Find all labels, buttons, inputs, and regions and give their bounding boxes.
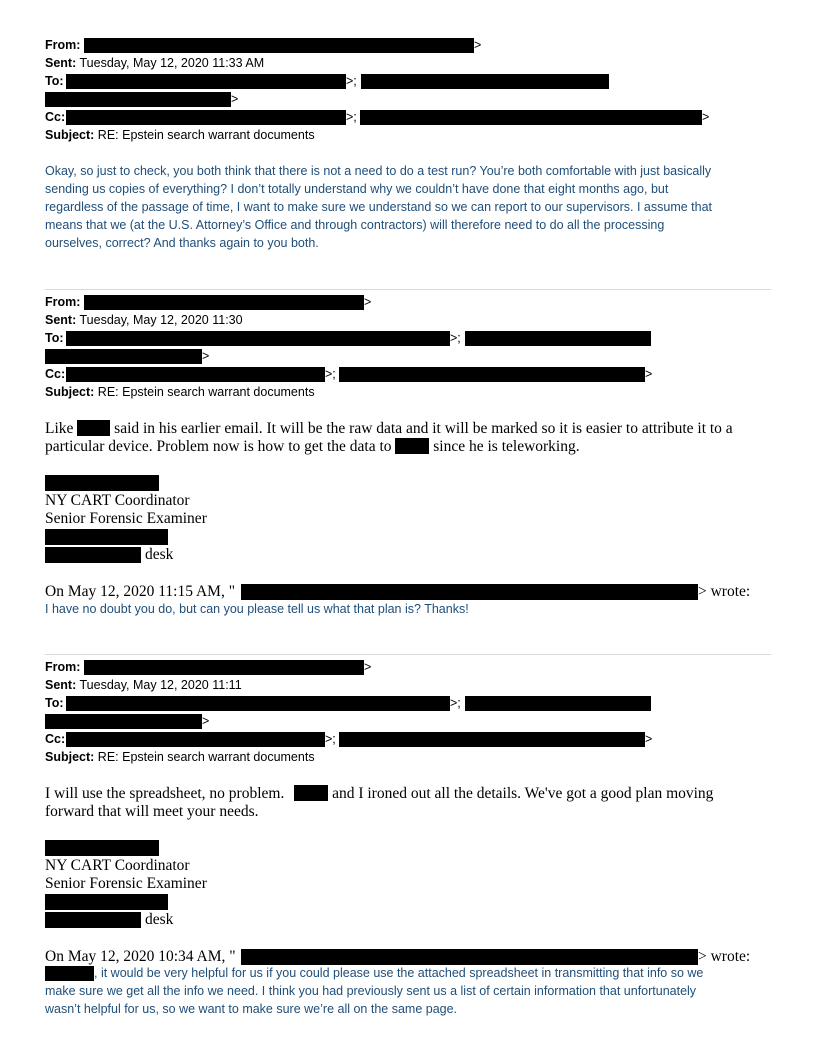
email2-body-text: Like bbox=[45, 420, 74, 437]
email3-body-text: and I ironed out all the details. We've got a good plan moving bbox=[332, 785, 714, 802]
email3-cc-label: Cc: bbox=[45, 732, 66, 746]
signature-desk: desk bbox=[145, 911, 174, 928]
email2-from-label: From: bbox=[45, 295, 81, 309]
redaction-box bbox=[84, 295, 364, 310]
redaction-box bbox=[45, 894, 168, 910]
email2-cc-gt: > bbox=[645, 367, 653, 381]
email1-body-line: Okay, so just to check, you both think that there is not a need to do a test run? You’re both comfortable with just basically bbox=[45, 164, 712, 178]
email1-subject-label: Subject: bbox=[45, 128, 95, 142]
email2-sent-value: Tuesday, May 12, 2020 11:30 bbox=[79, 313, 243, 327]
redaction-box bbox=[45, 547, 141, 563]
redaction-box bbox=[294, 785, 328, 801]
email3-to-sep: >; bbox=[450, 696, 461, 710]
email2-sent-row bbox=[45, 311, 243, 329]
quote-header-wrote: > wrote: bbox=[698, 583, 751, 600]
quote-header-wrote: > wrote: bbox=[698, 948, 751, 965]
email1-body-line: regardless of the passage of time, I want to make sure we understand so we can report to our supervisors. I assume that bbox=[45, 200, 713, 214]
signature-title: NY CART Coordinator bbox=[45, 492, 190, 509]
redaction-box bbox=[465, 331, 651, 346]
email1-body-line: ourselves, correct? And thanks again to you both. bbox=[45, 236, 319, 250]
quote-body-line: make sure we get all the info we need. I think you had previously sent us a list of certain information that unfortunately bbox=[45, 984, 697, 998]
email2-cc-sep: >; bbox=[325, 367, 336, 381]
redaction-box bbox=[339, 367, 645, 382]
redaction-box bbox=[241, 949, 698, 965]
email2-body-text: particular device. Problem now is how to get the data to bbox=[45, 438, 392, 455]
email1-cc-gt: > bbox=[702, 110, 710, 124]
redaction-box bbox=[66, 696, 450, 711]
email2-body-text: since he is teleworking. bbox=[433, 438, 580, 455]
email2-body-line bbox=[45, 420, 733, 438]
email2-subject-label: Subject: bbox=[45, 385, 95, 399]
email2-cc-label: Cc: bbox=[45, 367, 66, 381]
email1-cc-label: Cc: bbox=[45, 110, 66, 124]
email3-body-line: forward that will meet your needs. bbox=[45, 803, 259, 820]
redaction-box bbox=[45, 529, 168, 545]
redaction-box bbox=[465, 696, 651, 711]
email3-sent-label: Sent: bbox=[45, 678, 77, 692]
signature-title: Senior Forensic Examiner bbox=[45, 510, 207, 527]
email3-cc-row bbox=[45, 730, 65, 748]
email1-body-line: sending us copies of everything? I don’t totally understand why we couldn’t have done that eight months ago, but bbox=[45, 182, 669, 196]
redaction-box bbox=[360, 110, 702, 125]
signature-title: NY CART Coordinator bbox=[45, 857, 190, 874]
email1-to-label: To: bbox=[45, 74, 64, 88]
email1-cc-row bbox=[45, 108, 65, 126]
email3-body-line bbox=[45, 785, 713, 803]
email1-from-gt: > bbox=[474, 38, 482, 52]
email1-to-gt: > bbox=[231, 92, 239, 106]
email1-to-sep: >; bbox=[346, 74, 357, 88]
email3-from-gt: > bbox=[364, 660, 372, 674]
email2-body-text: said in his earlier email. It will be the raw data and it will be marked so it is easier to attribute it to a bbox=[114, 420, 733, 437]
email3-from-row bbox=[45, 658, 80, 676]
quote-header-text: On May 12, 2020 10:34 AM, " bbox=[45, 948, 236, 965]
email2-to-gt: > bbox=[202, 349, 210, 363]
email2-to-sep: >; bbox=[450, 331, 461, 345]
redaction-box bbox=[66, 110, 346, 125]
quote-body-line: wasn’t helpful for us, so we want to make sure we’re all on the same page. bbox=[45, 1002, 458, 1016]
email3-to-label: To: bbox=[45, 696, 64, 710]
email1-to-row bbox=[45, 72, 64, 90]
redaction-box bbox=[66, 732, 325, 747]
redaction-box bbox=[339, 732, 645, 747]
signature-desk: desk bbox=[145, 546, 174, 563]
email1-cc-sep: >; bbox=[346, 110, 357, 124]
email1-sent-label: Sent: bbox=[45, 56, 77, 70]
redaction-box bbox=[45, 92, 231, 107]
quote-header-text: On May 12, 2020 11:15 AM, " bbox=[45, 583, 236, 600]
email2-to-row bbox=[45, 329, 64, 347]
message-divider bbox=[45, 654, 771, 655]
email2-to-label: To: bbox=[45, 331, 64, 345]
email3-subject-row bbox=[45, 748, 315, 766]
redaction-box bbox=[84, 660, 364, 675]
email3-sent-value: Tuesday, May 12, 2020 11:11 bbox=[79, 678, 242, 692]
email1-sent-row bbox=[45, 54, 264, 72]
email2-from-gt: > bbox=[364, 295, 372, 309]
signature-title: Senior Forensic Examiner bbox=[45, 875, 207, 892]
email2-cc-row bbox=[45, 365, 65, 383]
email2-body-line bbox=[45, 438, 580, 456]
redaction-box bbox=[66, 74, 346, 89]
redaction-box bbox=[66, 331, 450, 346]
email1-from-label: From: bbox=[45, 38, 81, 52]
redaction-box bbox=[45, 714, 202, 729]
email2-subject-value: RE: Epstein search warrant documents bbox=[97, 385, 315, 399]
email3-cc-sep: >; bbox=[325, 732, 336, 746]
quote-body-line: , it would be very helpful for us if you could please use the attached spreadsheet in transmitting that info so we bbox=[94, 966, 704, 980]
email3-to-gt: > bbox=[202, 714, 210, 728]
redaction-box bbox=[395, 438, 429, 454]
redaction-box bbox=[77, 420, 110, 436]
redaction-box bbox=[66, 367, 325, 382]
email2-from-row bbox=[45, 293, 80, 311]
email2-sent-label: Sent: bbox=[45, 313, 77, 327]
email1-subject-value: RE: Epstein search warrant documents bbox=[97, 128, 315, 142]
email3-from-label: From: bbox=[45, 660, 81, 674]
message-divider bbox=[45, 289, 771, 290]
email3-to-row bbox=[45, 694, 64, 712]
email3-subject-value: RE: Epstein search warrant documents bbox=[97, 750, 315, 764]
email3-body-text: I will use the spreadsheet, no problem. bbox=[45, 785, 285, 802]
redaction-box bbox=[45, 349, 202, 364]
email1-sent-value: Tuesday, May 12, 2020 11:33 AM bbox=[79, 56, 265, 70]
email1-body-line: means that we (at the U.S. Attorney’s Office and through contractors) will therefore need to do all the processing bbox=[45, 218, 665, 232]
redaction-box bbox=[241, 584, 698, 600]
email1-from-row bbox=[45, 36, 80, 54]
redaction-box bbox=[45, 912, 141, 928]
redaction-box bbox=[45, 966, 94, 981]
email1-subject-row bbox=[45, 126, 315, 144]
email3-sent-row bbox=[45, 676, 242, 694]
quote-header bbox=[45, 583, 235, 601]
redaction-box bbox=[84, 38, 474, 53]
signature-name-redaction bbox=[45, 475, 159, 491]
quote-body: I have no doubt you do, but can you please tell us what that plan is? Thanks! bbox=[45, 602, 469, 616]
redaction-box bbox=[361, 74, 609, 89]
email2-subject-row bbox=[45, 383, 315, 401]
signature-name-redaction bbox=[45, 840, 159, 856]
email3-cc-gt: > bbox=[645, 732, 653, 746]
email3-subject-label: Subject: bbox=[45, 750, 95, 764]
